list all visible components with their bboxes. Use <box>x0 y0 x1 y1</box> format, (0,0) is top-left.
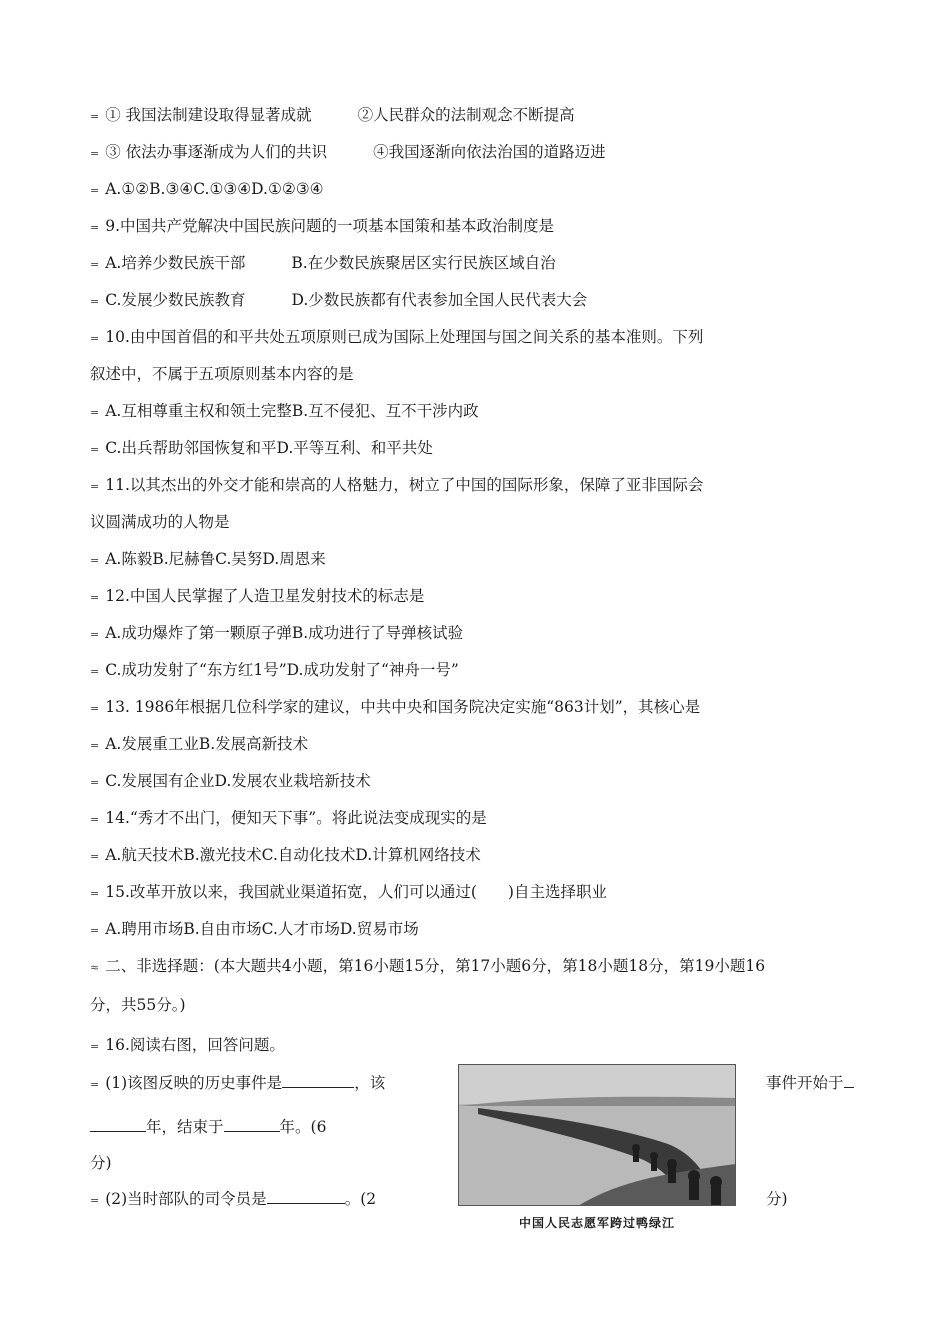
line-marker: = <box>90 295 100 308</box>
text-line <box>90 326 870 350</box>
answer-blank-start-a[interactable] <box>844 1072 854 1088</box>
line-marker: = <box>90 1194 100 1207</box>
line-text: ① 我国法制建设取得显著成就 <box>105 106 312 124</box>
line-marker: = <box>90 1078 100 1091</box>
text-line <box>90 770 870 794</box>
line-marker: ≈ <box>90 961 100 974</box>
line-text: C.出兵帮助邻国恢复和平D.平等互利、和平共处 <box>105 439 433 457</box>
line-text: D.少数民族都有代表参加全国人民代表大会 <box>291 291 588 309</box>
text-line <box>90 994 870 1016</box>
line-text: 16.阅读右图，回答问题。 <box>105 1036 285 1054</box>
q16-part1-text-e: 年。(6 <box>279 1118 327 1136</box>
line-text: C.发展国有企业D.发展农业栽培新技术 <box>105 772 371 790</box>
line-text: C.发展少数民族教育 <box>105 291 246 309</box>
text-line <box>90 881 870 905</box>
answer-blank-commander[interactable] <box>267 1188 345 1204</box>
line-marker: = <box>90 739 100 752</box>
text-line <box>90 622 870 646</box>
line-text: ③ 依法办事逐渐成为人们的共识 <box>105 143 328 161</box>
line-text: 10.由中国首倡的和平共处五项原则已成为国际上处理国与国之间关系的基本准则。下列 <box>105 328 704 346</box>
line-text: 二、非选择题：(本大题共4小题，第16小题15分，第17小题6分，第18小题18分，第19小题16 <box>105 957 766 975</box>
line-marker: = <box>90 924 100 937</box>
line-marker: = <box>90 850 100 863</box>
line-text: A.成功爆炸了第一颗原子弹B.成功进行了导弹核试验 <box>105 624 464 642</box>
line-text: A.①②B.③④C.①③④D.①②③④ <box>105 180 324 198</box>
text-line <box>90 659 870 683</box>
line-text: C.成功发射了“东方红1号”D.成功发射了“神舟一号” <box>105 661 459 679</box>
line-marker: = <box>90 332 100 345</box>
line-text: 叙述中，不属于五项原则基本内容的是 <box>90 365 354 383</box>
line-text: B.在少数民族聚居区实行民族区域自治 <box>291 254 556 272</box>
line-marker: = <box>90 776 100 789</box>
line-text: 13. 1986年根据几位科学家的建议，中共中央和国务院决定实施“863计划”，其核心是 <box>105 698 701 716</box>
q16-part1-text-a: (1)该图反映的历史事件是 <box>105 1074 283 1092</box>
line-text: 11.以其杰出的外交才能和崇高的人格魅力，树立了中国的国际形象，保障了亚非国际会 <box>105 476 704 494</box>
q16-part1-right <box>766 1072 854 1094</box>
q16-part1-text-f: 分) <box>90 1154 112 1172</box>
line-text: A.培养少数民族干部 <box>105 254 246 272</box>
q16-part2-text-a: (2)当时部队的司令员是 <box>105 1190 267 1208</box>
answer-blank-start-b[interactable] <box>90 1116 146 1132</box>
line-marker: = <box>90 406 100 419</box>
line-text: 议圆满成功的人物是 <box>90 513 230 531</box>
text-line <box>90 400 870 424</box>
line-text: ④我国逐渐向依法治国的道路迈进 <box>373 143 606 161</box>
line-marker: = <box>90 628 100 641</box>
line-marker: = <box>90 443 100 456</box>
q16-part1-text-b: ，该 <box>354 1074 386 1092</box>
line-marker: = <box>90 1040 100 1053</box>
q16-part1-text-d: 年，结束于 <box>146 1118 224 1136</box>
line-marker: = <box>90 184 100 197</box>
line-marker: = <box>90 480 100 493</box>
text-line <box>90 141 870 165</box>
text-line <box>90 511 870 533</box>
answer-blank-end-year[interactable] <box>224 1116 280 1132</box>
line-text: A.航天技术B.激光技术C.自动化技术D.计算机网络技术 <box>105 846 481 864</box>
text-line <box>90 215 870 239</box>
line-text: 分，共55分。) <box>90 996 186 1014</box>
text-line <box>90 289 870 313</box>
line-marker: = <box>90 147 100 160</box>
line-text: 9.中国共产党解决中国民族问题的一项基本国策和基本政治制度是 <box>105 217 555 235</box>
line-marker: = <box>90 221 100 234</box>
q16-part2-text-c: 分) <box>766 1190 788 1208</box>
text-line <box>90 104 870 128</box>
line-marker: = <box>90 813 100 826</box>
line-text: A.发展重工业B.发展高新技术 <box>105 735 309 753</box>
photo-caption: 中国人民志愿军跨过鸭绿江 <box>518 1216 675 1230</box>
line-text: 14.“秀才不出门，便知天下事”。将此说法变成现实的是 <box>105 809 487 827</box>
line-text: 15.改革开放以来，我国就业渠道拓宽，人们可以通过( )自主选择职业 <box>105 883 607 901</box>
line-marker: = <box>90 110 100 123</box>
text-line <box>90 252 870 276</box>
text-line <box>90 844 870 868</box>
text-line <box>90 1034 870 1058</box>
line-marker: = <box>90 554 100 567</box>
photo-illustration <box>458 1064 736 1206</box>
text-line <box>90 696 870 720</box>
historical-photo <box>458 1064 736 1206</box>
text-line <box>90 363 870 385</box>
text-line <box>90 437 870 461</box>
text-line <box>90 585 870 609</box>
text-line <box>90 178 870 202</box>
line-marker: = <box>90 702 100 715</box>
line-text: 12.中国人民掌握了人造卫星发射技术的标志是 <box>105 587 425 605</box>
q16-part2-text-b: 。(2 <box>344 1190 377 1208</box>
line-text: A.聘用市场B.自由市场C.人才市场D.贸易市场 <box>105 920 419 938</box>
text-line <box>90 474 870 498</box>
line-text: A.陈毅B.尼赫鲁C.吴努D.周恩来 <box>105 550 326 568</box>
text-line <box>90 548 870 572</box>
text-line <box>90 955 870 979</box>
line-marker: = <box>90 258 100 271</box>
line-marker: = <box>90 887 100 900</box>
q16-part1-text-c: 事件开始于 <box>766 1074 844 1092</box>
text-line <box>90 807 870 831</box>
line-marker: = <box>90 591 100 604</box>
line-text: ②人民群众的法制观念不断提高 <box>357 106 575 124</box>
q16-part2-right <box>766 1188 788 1210</box>
text-line <box>90 733 870 757</box>
line-marker: = <box>90 665 100 678</box>
line-text: A.互相尊重主权和领土完整B.互不侵犯、互不干涉内政 <box>105 402 479 420</box>
answer-blank-event[interactable] <box>282 1072 354 1088</box>
text-line <box>90 918 870 942</box>
